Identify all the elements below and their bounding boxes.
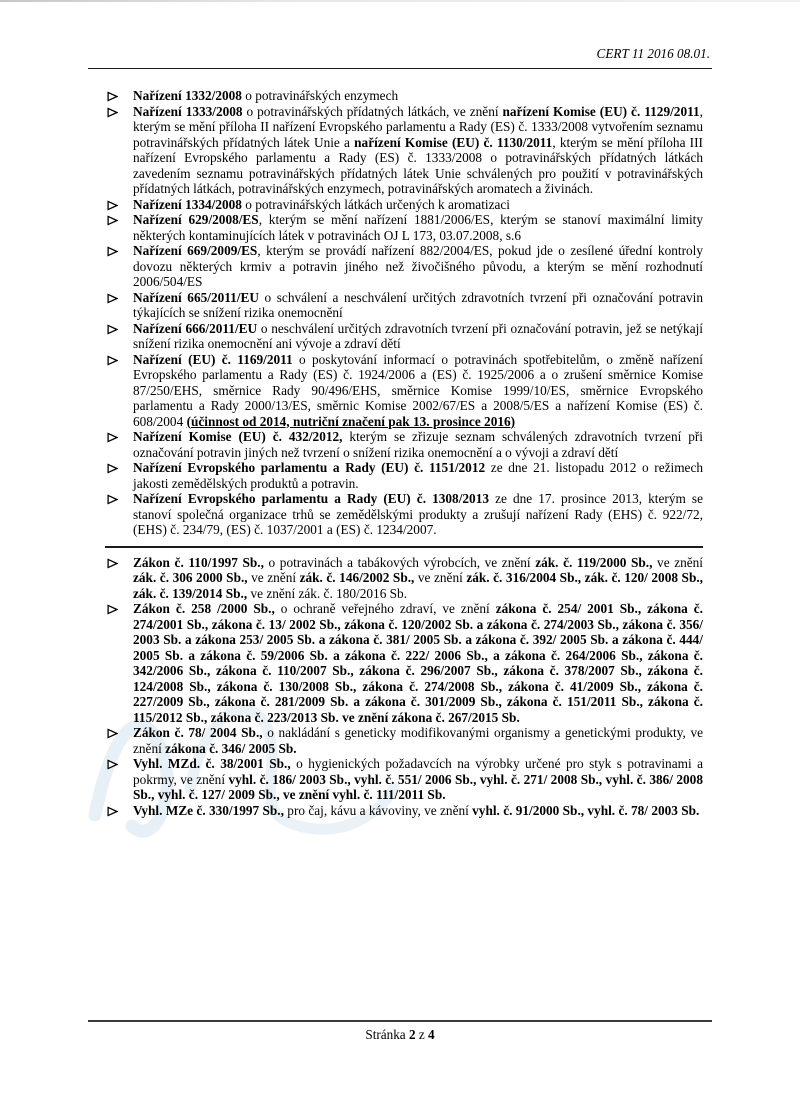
list-item-text xyxy=(133,290,703,321)
list-item xyxy=(105,212,703,243)
list-item-text xyxy=(133,460,703,491)
arrow-right-bullet-icon xyxy=(107,106,118,117)
text-segment: pro čaj, kávu a kávoviny, ve znění xyxy=(283,802,473,818)
text-segment: ze dne 17. prosince 2013, kterým se stanoví společná organizace trhů se zemědělskými produkty a zrušují nařízení Rady (EHS) č. 922/72, (EHS) č. 234/79, (ES) č. 1037/2001 a (ES) č. 1234/2007. xyxy=(133,491,703,537)
arrow-right-bullet-icon xyxy=(107,758,118,769)
footer-of: z xyxy=(418,1027,425,1042)
text-segment: o hygienických požadavcích na výrobky určené pro styk s potravinami a pokrmy, ve znění xyxy=(133,756,703,787)
text-segment: zák. č. 119/2000 Sb., xyxy=(535,554,653,570)
arrow-right-bullet-icon xyxy=(107,323,118,334)
arrow-right-bullet-icon xyxy=(107,214,118,225)
list-item xyxy=(105,197,703,213)
text-segment: Nařízení 629/2008/ES xyxy=(133,212,259,227)
list-item-text xyxy=(133,756,703,802)
text-segment: o potravinářských enzymech xyxy=(241,88,399,103)
page-footer xyxy=(0,1027,800,1043)
text-segment: Vyhl. MZd. č. 38/2001 Sb., xyxy=(133,756,291,771)
section-divider xyxy=(105,546,703,548)
text-segment: zák. č. 146/2002 Sb., xyxy=(299,570,415,585)
arrow-right-bullet-icon xyxy=(107,245,118,256)
list-item xyxy=(105,290,703,321)
text-segment: zákona č. 254/ 2001 Sb., zákona č. 274/2001 Sb., zákona č. 13/ 2002 Sb., zákona č. 120/2002 Sb. a zákona č. 274/2003 Sb., zákona č. 356/ 2003 Sb. a zákona 253/ 2005 Sb. a zákona č. 381/ 2005 Sb. a zákona č. 392/ 2005 Sb. a zákona č. 444/ 2005 Sb. a zákona č. 59/2006 Sb. a zákona č. 222/ 2006 Sb., a zákona č. 264/2006 Sb., zákona č. 342/2006 Sb., zákona č. 110/2007 Sb., zákona č. 296/2007 Sb., zákona č. 378/2007 Sb., zákona č. 124/2008 Sb., zákona č. 130/2008 Sb., zákona č. 274/2008 Sb., zákona č. 41/2009 Sb., zákona č. 227/2009 Sb., zákona č. 281/2009 Sb. a zákona č. 301/2009 Sb., zákona č. 151/2011 Sb., zákona č. 115/2012 Sb., zákona č. 223/2013 Sb. ve znění zákona č. 267/2015 Sb. xyxy=(133,601,703,725)
list-item xyxy=(105,555,703,602)
arrow-right-bullet-icon xyxy=(107,292,118,303)
text-segment: vyhl. č. 91/2000 Sb., vyhl. č. 78/ 2003 Sb. xyxy=(472,802,700,818)
list-item xyxy=(105,429,703,460)
text-segment: ve znění zák. č. 180/2016 Sb. xyxy=(247,585,408,601)
footer-rule xyxy=(88,1020,712,1022)
text-segment: Nařízení Evropského parlamentu a Rady (EU) č. 1308/2013 xyxy=(133,491,489,506)
list-item-text xyxy=(133,725,703,756)
text-segment: o poskytování informací o potravinách spotřebitelům, o změně nařízení Evropského parlamentu a Rady (ES) č. 1924/2006 a (ES) č. 1925/2006 a o zrušení směrnice Komise 87/250/EHS, směrnice Rady 90/496/EHS, směrnice Komise 1999/10/ES, směrnice Evropského parlamentu a Rady 2000/13/ES, směrnic Komise 2002/67/ES a 2008/5/ES a nařízení Komise (ES) č. 608/2004 xyxy=(133,351,704,429)
text-segment: Zákon č. 110/1997 Sb., xyxy=(133,554,264,570)
text-segment: Nařízení 1332/2008 xyxy=(133,88,242,103)
list-item xyxy=(105,321,703,352)
arrow-right-bullet-icon xyxy=(107,199,118,210)
list-item xyxy=(105,352,703,430)
list-item-text xyxy=(133,88,398,103)
text-segment: o schválení a neschválení určitých zdravotních tvrzení při označování potravin týkajících se snížení rizika onemocnění xyxy=(133,289,703,320)
list-item-text xyxy=(133,104,703,197)
arrow-right-bullet-icon xyxy=(107,431,118,442)
text-segment: Nařízení 1333/2008 xyxy=(133,103,243,119)
footer-label: Stránka xyxy=(365,1027,406,1042)
list-item-text xyxy=(133,352,703,429)
document-list xyxy=(105,88,703,818)
list-item xyxy=(105,803,703,819)
text-segment: Zákon č. 78/ 2004 Sb., xyxy=(133,725,263,740)
text-segment: ve znění xyxy=(247,570,300,585)
text-segment: , kterým se mění příloha II nařízení Evropského parlamentu a Rady (ES) č. 1333/2008 vytvořením seznamu potravinářských přídatných látek Unie a xyxy=(133,103,703,150)
arrow-right-bullet-icon xyxy=(107,462,118,473)
list-item xyxy=(105,104,703,197)
text-segment: Zákon č. 258 /2000 Sb., xyxy=(133,601,275,616)
list-item xyxy=(105,601,703,725)
text-segment: o potravinářských látkách určených k aromatizaci xyxy=(241,196,510,212)
text-segment: kterým se zřizuje seznam schválených zdravotních tvrzení při označování potravin jiných než tvrzení o snížení rizika onemocnění a o vývoji a zdraví dětí xyxy=(133,429,703,460)
text-segment: nařízení Komise (EU) č. 1129/2011 xyxy=(502,103,700,119)
text-segment: o potravinářských přídatných látkách, ve znění xyxy=(242,103,503,119)
list-item-text xyxy=(133,321,703,352)
arrow-right-bullet-icon xyxy=(107,727,118,738)
text-segment: Nařízení 666/2011/EU xyxy=(133,320,258,336)
list-item-text xyxy=(133,197,510,212)
text-segment: zák. č. 316/2004 Sb., zák. č. 120/ 2008 Sb., zák. č. 139/2014 Sb., xyxy=(133,570,703,601)
list-item-text xyxy=(133,429,703,460)
arrow-right-bullet-icon xyxy=(107,805,118,816)
list-item xyxy=(105,725,703,756)
text-segment: ze dne 21. listopadu 2012 o režimech jakosti zemědělských produktů a potravin. xyxy=(133,460,703,491)
text-segment: Nařízení 665/2011/EU xyxy=(133,289,259,305)
list-item-text xyxy=(133,601,703,725)
text-segment: o neschválení určitých zdravotních tvrzení při označování potravin, jež se netýkají snížení rizika onemocnění ani vývoje a zdraví dětí xyxy=(133,320,703,351)
text-segment: (účinnost od 2014, nutriční značení pak 13. prosince 2016) xyxy=(186,413,516,429)
text-segment: o nakládání s geneticky modifikovanými organismy a genetickými produkty, ve znění xyxy=(133,725,703,756)
list-item xyxy=(105,491,703,538)
text-segment: ve znění xyxy=(652,554,704,570)
text-segment: Nařízení 669/2009/ES xyxy=(133,243,258,258)
text-segment: Vyhl. MZe č. 330/1997 Sb., xyxy=(133,802,284,818)
list-item-text xyxy=(133,212,703,243)
list-item-text xyxy=(133,491,703,537)
text-segment: zákona č. 346/ 2005 Sb. xyxy=(165,740,297,756)
arrow-right-bullet-icon xyxy=(107,354,118,365)
list-item xyxy=(105,460,703,491)
text-segment: Nařízení 1334/2008 xyxy=(133,196,242,212)
text-segment: Nařízení Komise (EU) č. 432/2012, xyxy=(133,429,343,444)
text-segment: o potravinách a tabákových výrobcích, ve znění xyxy=(263,554,536,570)
text-segment: , kterým se mění nařízení 1881/2006/ES, kterým se stanoví maximální limity některých kontaminujících látek v potravinách OJ L 173, 03.07.2008, s.6 xyxy=(133,212,703,243)
text-segment: zák. č. 306 2000 Sb., xyxy=(133,570,248,585)
document-header xyxy=(88,46,710,62)
list-item-text xyxy=(133,243,703,289)
text-segment: Nařízení (EU) č. 1169/2011 xyxy=(133,351,293,367)
text-segment: Nařízení Evropského parlamentu a Rady (EU) č. 1151/2012 xyxy=(133,460,486,475)
document-code: CERT 11 2016 08.01. xyxy=(596,46,710,61)
text-segment: , kterým se mění příloha III nařízení Evropského parlamentu a Rady (ES) č. 1333/2008 o potravinářských přídatných látkách zavedením seznamu potravinářských přídatných látek Unie schválených pro použití v potravinářských přídatných látkách, potravinářských enzymech, potravinářských aromatech a živinách. xyxy=(133,134,703,196)
text-segment: o ochraně veřejného zdraví, ve znění xyxy=(274,601,496,616)
page-number: 2 xyxy=(408,1027,416,1042)
list-item xyxy=(105,243,703,290)
text-segment: nařízení Komise (EU) č. 1130/2011 xyxy=(354,134,553,150)
list-item-text xyxy=(133,555,703,601)
text-segment: , kterým se provádí nařízení 882/2004/ES, pokud jde o zesílené úřední kontroly dovozu některých krmiv a potravin jiného než živočišného původu, a kterým se mění rozhodnutí 2006/504/ES xyxy=(133,243,703,289)
text-segment: ve znění xyxy=(414,570,467,585)
list-item xyxy=(105,756,703,803)
arrow-right-bullet-icon xyxy=(107,603,118,614)
total-pages: 4 xyxy=(428,1027,435,1042)
arrow-right-bullet-icon xyxy=(107,493,118,504)
header-rule xyxy=(88,68,712,69)
text-segment: vyhl. č. 186/ 2003 Sb., vyhl. č. 551/ 2006 Sb., vyhl. č. 271/ 2008 Sb., vyhl. č. 386/ 2008 Sb., vyhl. č. 127/ 2009 Sb., ve znění vyhl. č. 111/2011 Sb. xyxy=(133,771,703,802)
arrow-right-bullet-icon xyxy=(107,90,118,101)
arrow-right-bullet-icon xyxy=(107,557,118,568)
list-item xyxy=(105,88,703,104)
list-item-text xyxy=(133,803,699,818)
scan-edge-artifact xyxy=(0,0,800,2)
